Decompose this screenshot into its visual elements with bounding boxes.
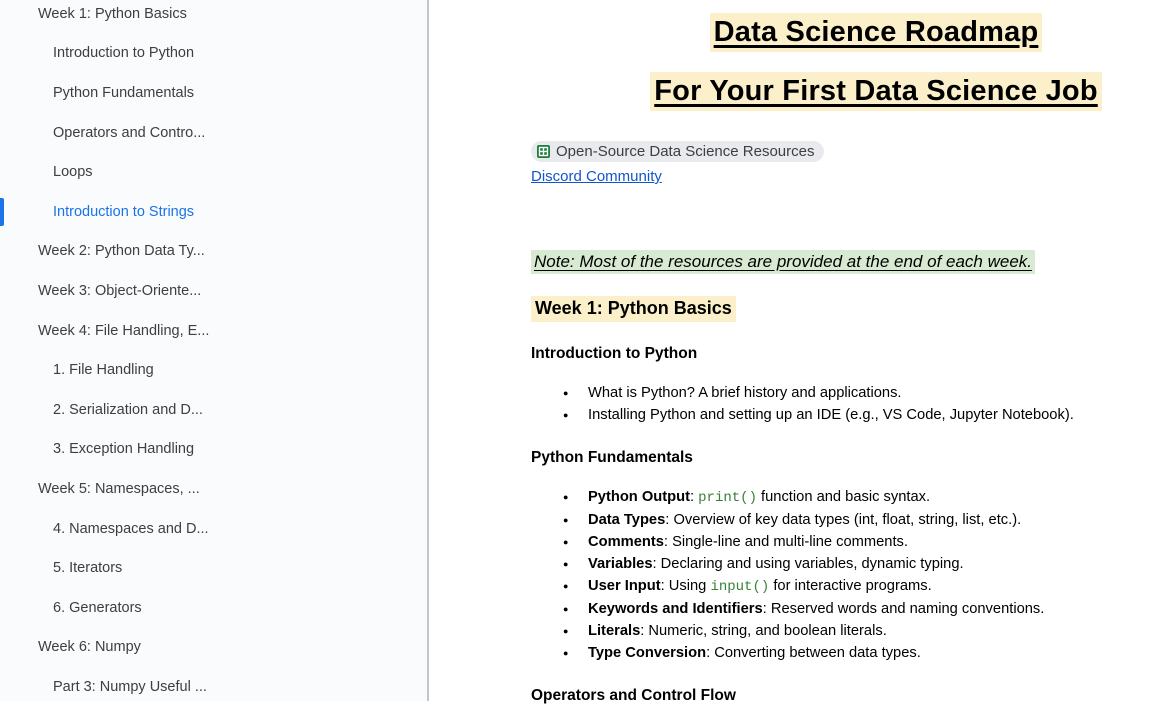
outline-item-label: Operators and Contro... bbox=[53, 124, 206, 141]
outline-item-label: Introduction to Strings bbox=[53, 203, 195, 220]
document-body bbox=[531, 0, 1163, 705]
outline-item[interactable] bbox=[0, 350, 427, 390]
bullet-item: ● Literals: Numeric, string, and boolean literals. bbox=[531, 620, 1163, 642]
outline-item[interactable] bbox=[0, 192, 427, 232]
note-text: Note: Most of the resources are provided at the end of each week. bbox=[531, 250, 1035, 274]
outline-item-label: 2. Serialization and D... bbox=[53, 401, 203, 418]
outline-item[interactable] bbox=[0, 34, 427, 74]
outline-item-label: 6. Generators bbox=[53, 599, 142, 616]
bullet-item: ● What is Python? A brief history and applications. bbox=[531, 382, 1163, 404]
outline-item[interactable] bbox=[0, 232, 427, 272]
outline-item[interactable] bbox=[0, 469, 427, 509]
outline-item[interactable] bbox=[0, 271, 427, 311]
outline-item[interactable] bbox=[0, 73, 427, 113]
resource-chip[interactable] bbox=[531, 141, 824, 162]
outline-item-label: Part 3: Numpy Useful ... bbox=[53, 678, 207, 695]
bullet-item: ● Installing Python and setting up an IDE (e.g., VS Code, Jupyter Notebook). bbox=[531, 404, 1163, 426]
outline-item-label: 5. Iterators bbox=[53, 560, 123, 577]
resource-chip-row bbox=[531, 141, 1163, 163]
sheets-icon bbox=[537, 145, 550, 158]
document-outline-sidebar bbox=[0, 0, 429, 701]
outline-item[interactable] bbox=[0, 152, 427, 192]
outline-item-label: Week 1: Python Basics bbox=[38, 5, 187, 22]
section-heading: Introduction to Python bbox=[531, 345, 698, 362]
outline-item-label: Python Fundamentals bbox=[53, 84, 195, 101]
note-row bbox=[531, 252, 1163, 272]
outline-list bbox=[0, 0, 427, 707]
outline-item-label: Week 6: Numpy bbox=[38, 639, 141, 656]
bullet-item: ● Variables: Declaring and using variables, dynamic typing. bbox=[531, 553, 1163, 575]
discord-community-link[interactable]: Discord Community bbox=[531, 168, 662, 185]
outline-item-label: Week 3: Object-Oriente... bbox=[38, 282, 202, 299]
outline-item[interactable] bbox=[0, 311, 427, 351]
document-canvas bbox=[431, 0, 1163, 704]
outline-item[interactable] bbox=[0, 0, 427, 34]
bullet-item: ● Comments: Single-line and multi-line comments. bbox=[531, 531, 1163, 553]
outline-item-label: 3. Exception Handling bbox=[53, 441, 195, 458]
bullet-item: ● User Input: Using input() for interactive programs. bbox=[531, 575, 1163, 598]
outline-item-label: 1. File Handling bbox=[53, 362, 154, 379]
outline-item-label: Week 2: Python Data Ty... bbox=[38, 243, 205, 260]
active-item-indicator bbox=[0, 198, 4, 226]
outline-item-label: 4. Namespaces and D... bbox=[53, 520, 209, 537]
section-heading: Python Fundamentals bbox=[531, 449, 693, 466]
week-1-heading: Week 1: Python Basics bbox=[531, 296, 736, 322]
outline-item[interactable] bbox=[0, 548, 427, 588]
outline-item[interactable] bbox=[0, 509, 427, 549]
week-heading-row bbox=[531, 296, 1163, 322]
outline-item[interactable] bbox=[0, 430, 427, 470]
bullet-item: ● Type Conversion: Converting between data types. bbox=[531, 642, 1163, 664]
discord-link-row bbox=[531, 168, 1163, 186]
bullet-item: ● Data Types: Overview of key data types (int, float, string, list, etc.). bbox=[531, 509, 1163, 531]
outline-item[interactable] bbox=[0, 588, 427, 628]
outline-item-label: Week 5: Namespaces, ... bbox=[38, 480, 200, 497]
resource-chip-label: Open-Source Data Science Resources bbox=[556, 143, 815, 160]
bullet-list bbox=[531, 486, 1163, 664]
bullet-item: ● Python Output: print() function and basic syntax. bbox=[531, 486, 1163, 509]
doc-title-line1: Data Science Roadmap bbox=[531, 16, 1163, 49]
outline-item[interactable] bbox=[0, 628, 427, 668]
outline-item-label: Week 4: File Handling, E... bbox=[38, 322, 210, 339]
bullet-item: ● Keywords and Identifiers: Reserved words and naming conventions. bbox=[531, 598, 1163, 620]
outline-item-label: Loops bbox=[53, 164, 93, 181]
sections bbox=[531, 345, 1163, 705]
section-heading: Operators and Control Flow bbox=[531, 687, 736, 704]
outline-item-label: Introduction to Python bbox=[53, 45, 195, 62]
outline-item[interactable] bbox=[0, 390, 427, 430]
outline-item[interactable] bbox=[0, 113, 427, 153]
doc-title-line2: For Your First Data Science Job bbox=[531, 75, 1163, 108]
bullet-list bbox=[531, 382, 1163, 426]
